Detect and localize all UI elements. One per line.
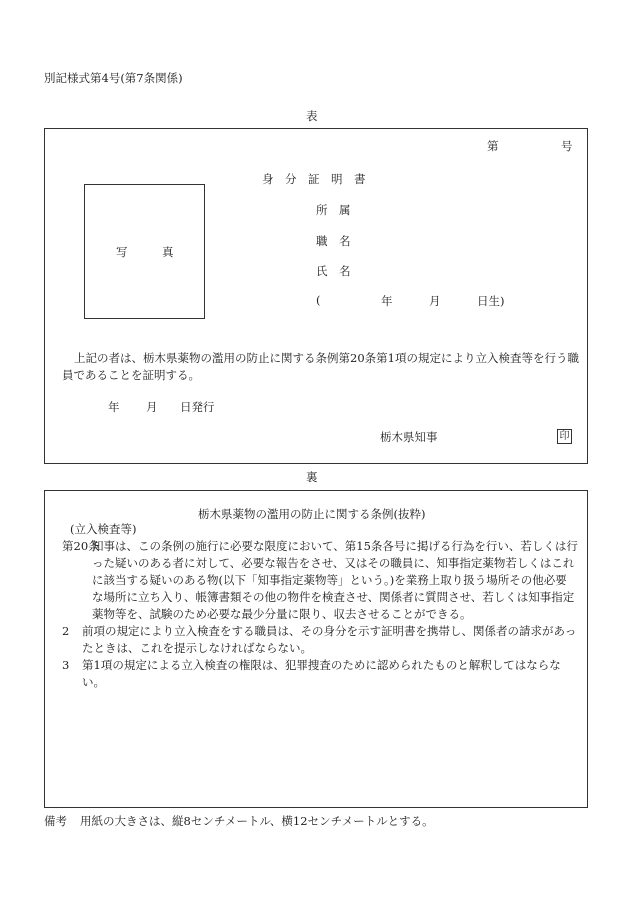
birth-year: 年 (381, 294, 393, 308)
certification-text: 上記の者は、栃木県薬物の濫用の防止に関する条例第20条第1項の規定により立入検査等を行う職員であることを証明する。 (62, 351, 579, 382)
number-prefix: 第 (487, 139, 499, 153)
article-text: 知事は、この条例の施行に必要な限度において、第15条各号に掲げる行為を行い、若しくは行った疑いのある者に対して、必要な報告をさせ、又はその職員に、知事指定薬物若しくはこれに該当する疑いのある物(以下「知事指定薬物等」という。)を業務上取り扱う場所その他必要な場所に立ち入り、帳簿書類その他の物件を検査させ、関係者に質問させ、若しくは知事指定薬物等を、試験のため必要な最少分量に限り、収去させることができる。 (92, 539, 578, 621)
issue-year: 年 (108, 400, 120, 414)
article-item-3 (62, 657, 578, 691)
birth-day: 日生) (477, 294, 505, 308)
certificate-title: 身 分 証 明 書 (262, 172, 366, 186)
issue-day: 日発行 (180, 400, 215, 414)
field-position: 職 名 (316, 234, 351, 248)
ordinance-title: 栃木県薬物の濫用の防止に関する条例(抜粋) (198, 507, 426, 521)
seal-mark: 印 (557, 429, 572, 444)
article-number: 第20条 (62, 539, 100, 553)
ordinance-body (62, 538, 578, 691)
birth-month: 月 (429, 294, 441, 308)
back-side-label: 裏 (306, 470, 318, 484)
article-20 (62, 538, 578, 623)
issuer: 栃木県知事 (380, 430, 438, 444)
note-label: 備考 (44, 814, 67, 828)
item-number: 3 (62, 658, 70, 672)
field-name: 氏 名 (316, 264, 351, 278)
article-heading: (立入検査等) (70, 522, 137, 536)
note-text: 用紙の大きさは、縦8センチメートル、横12センチメートルとする。 (80, 814, 434, 828)
number-suffix: 号 (561, 139, 573, 153)
front-side-label: 表 (306, 109, 318, 123)
article-item-2 (62, 623, 578, 657)
field-affiliation: 所 属 (316, 203, 351, 217)
form-label: 別記様式第4号(第7条関係) (44, 71, 183, 85)
photo-label: 写 真 (116, 245, 174, 259)
birth-open: ( (316, 293, 321, 307)
item-text: 前項の規定により立入検査をする職員は、その身分を示す証明書を携帯し、関係者の請求があったときは、これを提示しなければならない。 (82, 624, 577, 655)
issue-month: 月 (146, 400, 158, 414)
item-text: 第1項の規定による立入検査の権限は、犯罪捜査のために認められたものと解釈してはならない。 (82, 658, 561, 689)
item-number: 2 (62, 624, 70, 638)
